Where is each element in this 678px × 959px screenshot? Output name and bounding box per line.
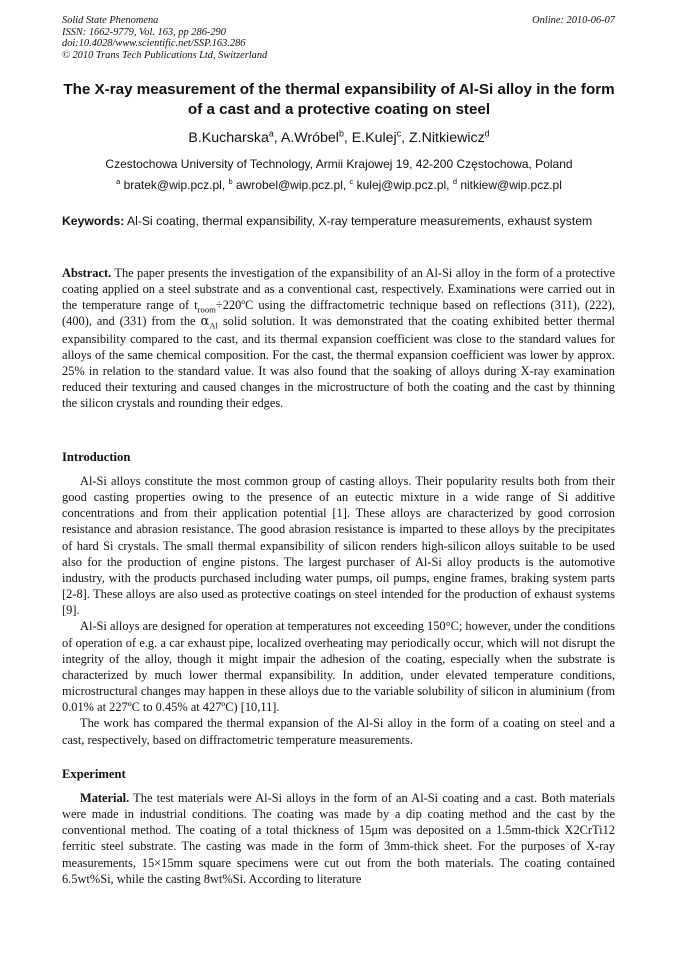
material-label: Material. — [80, 791, 130, 805]
author-superscript: b — [338, 128, 344, 139]
subscript-al: Al — [209, 320, 218, 331]
author-name: Z.Nitkiewicz — [409, 130, 485, 146]
abstract-label: Abstract. — [62, 266, 112, 280]
alpha-symbol: α — [200, 314, 210, 330]
email-address: kulej@wip.pcz.pl — [356, 178, 447, 192]
subscript-room: room — [197, 304, 216, 315]
paragraph: The work has compared the thermal expansion of the Al-Si alloy in the form of a coating on steel and a cast, respectively, based on diffractometric temperature measurements. — [62, 716, 615, 747]
abstract — [62, 265, 615, 411]
online-date: Online: 2010-06-07 — [532, 15, 615, 26]
abstract-paragraph — [62, 265, 615, 411]
keywords — [62, 214, 616, 228]
email-list: $^a$ bratek@wip.pcz.pl, $^b$ awrobel@wip.pcz.pl, $^c$ kulej@wip.pcz.pl, $^d$ nitkiew@wip.pcz.pl — [116, 177, 562, 192]
paragraph — [62, 790, 615, 887]
paragraph: Al-Si alloys constitute the most common group of casting alloys. Their popularity results both from their good casting properties owing to the presence of an eutectic mixture in a wide range of Si additive concentrations and from their application potential [1]. These alloys are characterized by good corrosion resistance and abrasion resistance. The good abrasion resistance is imparted to these alloys by the precipitates of hard Si crystals. The small thermal expansibility of silicon renders high-silicon alloys suitable to be used also for the production of engine pistons. The largest purchaser of Al-Si alloy products is the automotive industry, with the products purchased including water pumps, oil pumps, engine frames, braking system parts [2-8]. These alloys are also used as protective coatings on steel intended for the production of exhaust systems [9]. — [62, 474, 615, 618]
author-superscript: d — [484, 128, 490, 139]
journal-info — [62, 15, 267, 61]
abstract-text: ÷220ºC using the diffractometric technique based on reflections (311), (222), (400), and (331) from the — [62, 298, 615, 329]
keywords-label: Keywords: — [62, 214, 125, 228]
keywords-text: Al-Si coating, thermal expansibility, X-ray temperature measurements, exhaust system — [124, 214, 593, 228]
paragraph-text: The test materials were Al-Si alloys in the form of an Al-Si coating and a cast. Both materials were made in industrial conditions. The coating was made by a dip coating method and the cast by the conventional method. The coating of a total thickness of 15μm was deposited on a 1.5mm-thick X2CrTi12 ferritic steel substrate. The casting was made in the form of 3mm-thick sheet. For the purposes of X-ray measurements, 15×15mm square specimens were cut out from the both materials. The coating contained 6.5wt%Si, while the casting 8wt%Si. According to literature — [62, 791, 615, 886]
author-name: B.Kucharska — [188, 130, 269, 146]
email-address: bratek@wip.pcz.pl — [123, 178, 222, 192]
introduction-heading: Introduction — [62, 450, 131, 464]
email-superscript: a — [116, 177, 121, 186]
email-address: awrobel@wip.pcz.pl — [235, 178, 343, 192]
email-superscript: d — [452, 177, 457, 186]
author-superscript: a — [268, 128, 274, 139]
affiliation: Czestochowa University of Technology, Armii Krajowej 19, 42-200 Częstochowa, Poland — [105, 157, 573, 171]
issn-line: ISSN: 1662-9779, Vol. 163, pp 286-290 — [62, 26, 226, 38]
author-name: A.Wróbel — [280, 130, 339, 146]
abstract-text: The paper presents the investigation of the expansibility of an Al-Si alloy in the form of a protective coating applied on a steel substrate and as a conventional cast, respectively. Examinations were carried out in the temperature range of t — [62, 266, 615, 313]
author-list: B.Kucharska$^a$, A.Wróbel$^b$, E.Kulej$^c$, Z.Nitkiewicz$^d$ — [188, 128, 490, 146]
doi-line: doi:10.4028/www.scientific.net/SSP.163.286 — [62, 38, 246, 49]
author-name: E.Kulej — [351, 130, 397, 146]
paragraph: Al-Si alloys are designed for operation at temperatures not exceeding 150°C; however, under the conditions of operation of e.g. a car exhaust pipe, localized overheating may periodically occur, which will not disrupt the integrity of the alloy, though it might impair the adhesion of the coating, especially when the substrate is characterized by much lower thermal expansibility. In addition, under elevated temperature conditions, microstructural changes may happen in these alloys due to the variable solubility of silicon in aluminium (from 0.01% at 227ºC to 0.45% at 427ºC) [10,11]. — [62, 619, 615, 715]
author-superscript: c — [396, 128, 402, 139]
email-address: nitkiew@wip.pcz.pl — [460, 178, 562, 192]
experiment-heading: Experiment — [62, 767, 126, 781]
experiment-body — [62, 790, 615, 887]
journal-name: Solid State Phenomena — [62, 15, 159, 26]
paper-title: The X-ray measurement of the thermal expansibility of Al-Si alloy in the form of a cast and a protective coating on steel — [63, 81, 615, 118]
introduction-body — [62, 473, 615, 748]
abstract-text: solid solution. It was demonstrated that the coating exhibited better thermal expansibility compared to the cast, and its thermal expansion coefficient was close to the standard values for alloys of the same chemical composition. For the cast, the thermal expansion coefficient was lower by approx. 25% in relation to the standard value. It was also found that the soaking of alloys during X-ray examination reduced their texturing and caused changes in the microstructure of both the coating and the cast by thinning the silicon crystals and rounding their edges. — [62, 314, 615, 411]
copyright-line: © 2010 Trans Tech Publications Ltd, Switzerland — [62, 49, 268, 61]
email-superscript: b — [228, 177, 233, 186]
email-superscript: c — [349, 177, 354, 186]
